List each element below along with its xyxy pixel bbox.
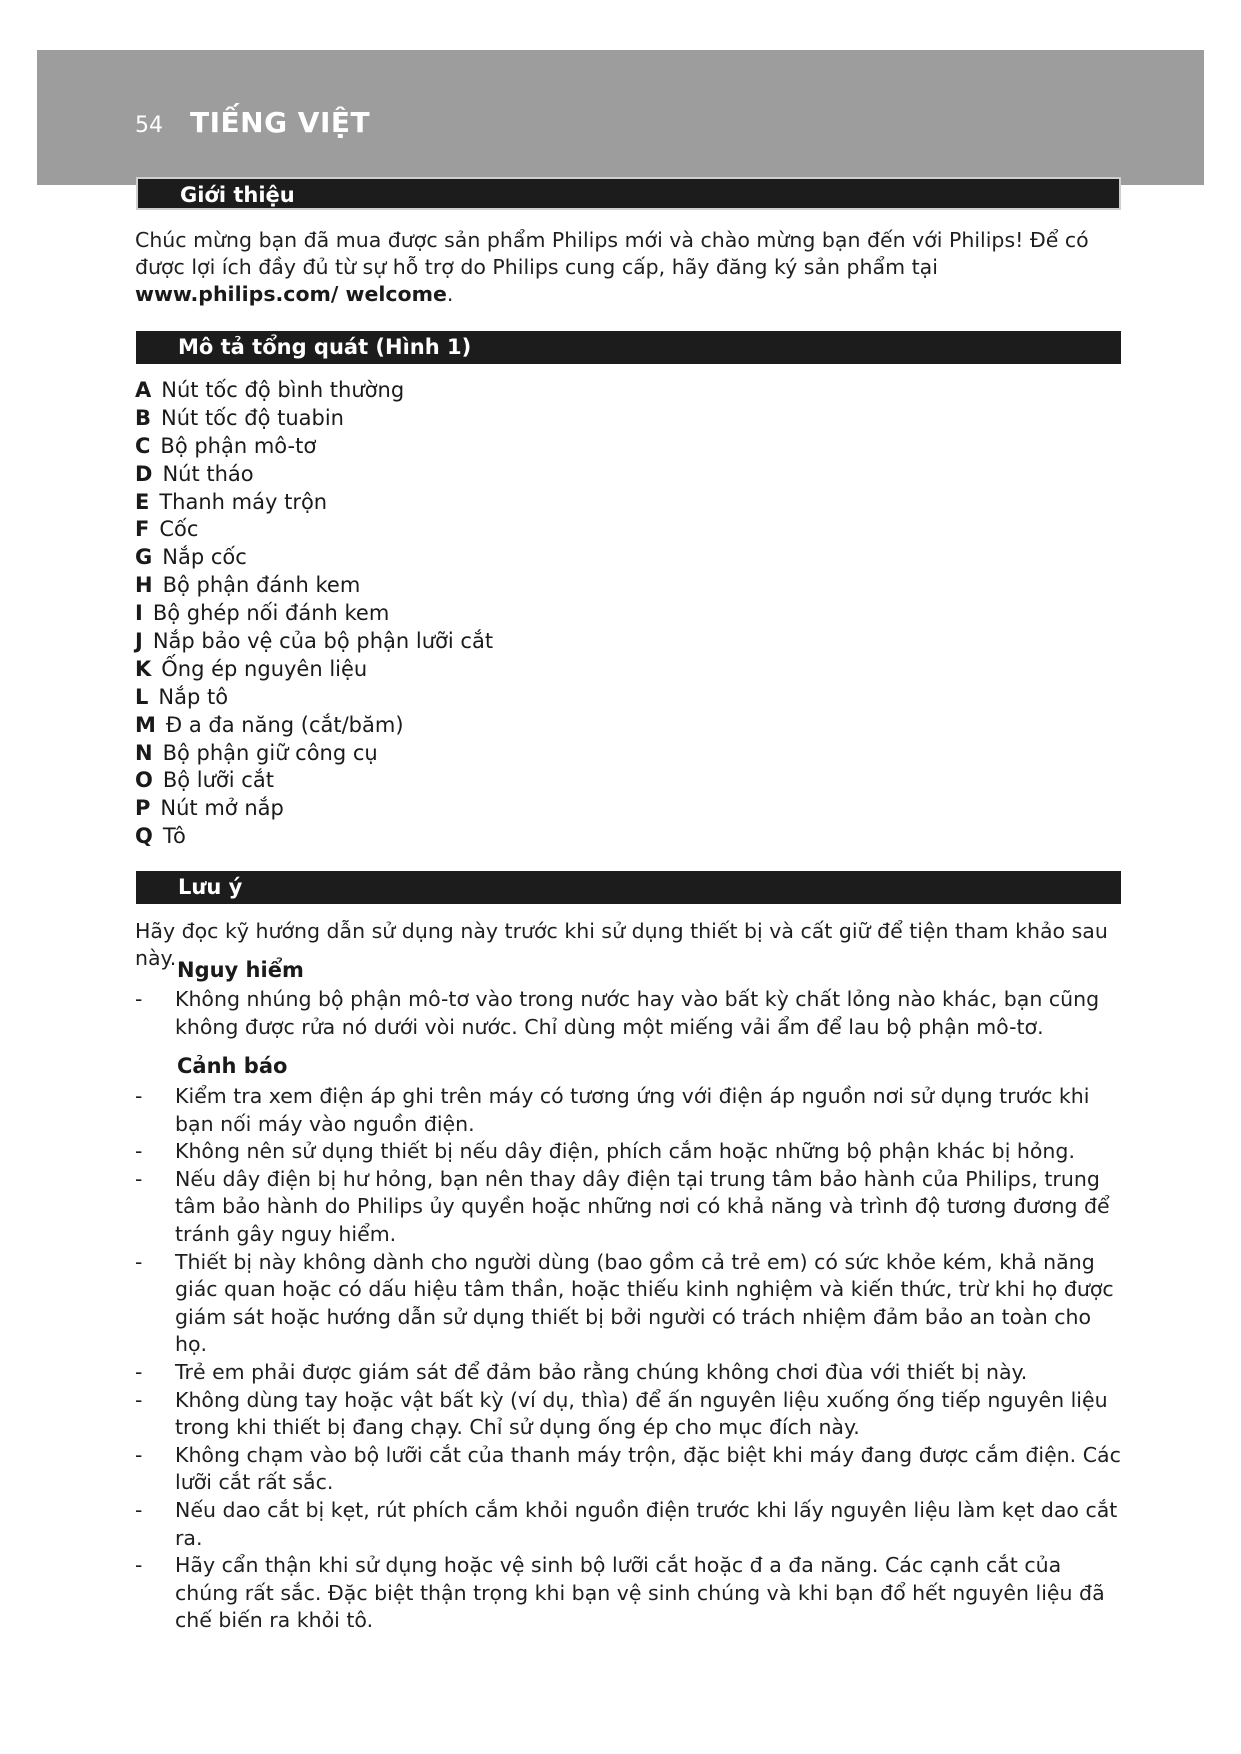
part-letter: M [135,712,156,737]
bullet-item [135,1442,1125,1497]
page-number: 54 [135,113,163,138]
part-item [135,600,493,628]
part-label: Thanh máy trộn [159,489,328,514]
part-item [135,795,493,823]
section-heading-important: Lưu ý [136,871,1121,904]
bullet-dash: - [135,1359,143,1384]
part-item [135,712,493,740]
part-item [135,433,493,461]
part-item [135,461,493,489]
part-label: Cốc [159,517,199,542]
bullet-text: Trẻ em phải được giám sát để đảm bảo rằng chúng không chơi đùa với thiết bị này. [175,1359,1028,1384]
intro-text-end: . [446,282,454,306]
bullet-text: Không dùng tay hoặc vật bất kỳ (ví dụ, thìa) để ấn nguyên liệu xuống ống tiếp nguyên liệu trong khi thiết bị đang chạy. Chỉ sử dụng ống ép cho mục đích này. [175,1387,1108,1440]
bullet-text: Nếu dao cắt bị kẹt, rút phích cắm khỏi nguồn điện trước khi lấy nguyên liệu làm kẹt dao cắt ra. [175,1497,1118,1550]
bullet-item [135,1387,1125,1442]
bullet-text: Hãy cẩn thận khi sử dụng hoặc vệ sinh bộ lưỡi cắt hoặc đ a đa năng. Các cạnh cắt của chúng rất sắc. Đặc biệt thận trọng khi bạn vệ sinh chúng và khi bạn đổ hết nguyên liệu đã chế biến ra khỏi tô. [175,1553,1105,1633]
bullet-item [135,1166,1125,1249]
part-label: Nút tốc độ bình thường [161,378,405,402]
bullet-item [135,1497,1125,1552]
bullet-dash: - [135,1139,143,1164]
part-item [135,544,493,572]
bullet-text: Không chạm vào bộ lưỡi cắt của thanh máy trộn, đặc biệt khi máy đang được cắm điện. Các lưỡi cắt rất sắc. [175,1442,1121,1495]
bullet-text: Nếu dây điện bị hư hỏng, bạn nên thay dây điện tại trung tâm bảo hành của Philips, trung tâm bảo hành do Philips ủy quyền hoặc những nơi có khả năng và trình độ tương đương để tránh gây nguy hiểm. [175,1166,1110,1246]
part-label: Bộ lưỡi cắt [162,768,274,793]
registration-url: www.philips.com/ welcome [135,282,447,306]
bullet-dash: - [135,1166,143,1191]
part-letter: B [135,405,152,430]
part-label: Đ a đa năng (cắt/băm) [165,712,404,737]
bullet-dash: - [135,1249,143,1274]
bullet-item [135,1138,1125,1166]
part-item [135,489,493,517]
part-letter: P [135,796,151,821]
part-letter: H [135,573,153,598]
parts-list [135,377,493,851]
part-item [135,516,493,544]
bullet-item [135,1359,1125,1387]
part-label: Bộ phận đánh kem [162,573,361,598]
part-label: Nút mở nắp [160,796,284,821]
part-letter: N [135,740,153,765]
part-item [135,740,493,768]
bullet-dash: - [135,1442,143,1467]
section-heading-general: Mô tả tổng quát (Hình 1) [136,331,1121,364]
warning-list [135,1083,1125,1635]
page-title: TIẾNG VIỆT [190,106,371,139]
intro-paragraph [135,227,1125,308]
part-letter: A [135,378,152,402]
part-label: Nút tháo [162,461,254,486]
bullet-item [135,1552,1125,1635]
part-item [135,767,493,795]
intro-text: Chúc mừng bạn đã mua được sản phẩm Philips mới và chào mừng bạn đến với Philips! Để có được lợi ích đầy đủ từ sự hỗ trợ do Philips cung cấp, hãy đăng ký sản phẩm tại [135,228,1089,279]
part-item [135,628,493,656]
danger-heading: Nguy hiểm [177,958,304,982]
part-label: Bộ ghép nối đánh kem [152,601,390,626]
part-item [135,405,493,433]
part-label: Nắp tô [158,684,229,709]
part-letter: Q [135,824,153,849]
section-heading-intro: Giới thiệu [136,177,1121,210]
bullet-dash: - [135,1084,143,1108]
bullet-dash: - [135,987,143,1011]
part-letter: G [135,545,153,570]
danger-list [135,986,1125,1041]
bullet-item [135,1083,1125,1138]
bullet-text: Thiết bị này không dành cho người dùng (bao gồm cả trẻ em) có sức khỏe kém, khả năng giác quan hoặc có dấu hiệu tâm thần, hoặc thiếu kinh nghiệm và kiến thức, trừ khi họ được giám sát hoặc hướng dẫn sử dụng thiết bị bởi người có trách nhiệm đảm bảo an toàn cho họ. [175,1249,1114,1357]
part-label: Nút tốc độ tuabin [161,405,344,430]
part-letter: D [135,461,153,486]
bullet-dash: - [135,1553,143,1578]
part-letter: L [135,684,149,709]
bullet-text: Không nên sử dụng thiết bị nếu dây điện, phích cắm hoặc những bộ phận khác bị hỏng. [175,1139,1075,1164]
bullet-item [135,986,1125,1041]
part-letter: E [135,489,150,514]
bullet-dash: - [135,1497,143,1522]
bullet-text: Không nhúng bộ phận mô-tơ vào trong nước hay vào bất kỳ chất lỏng nào khác, bạn cũng không được rửa nó dưới vòi nước. Chỉ dùng một miếng vải ẩm để lau bộ phận mô-tơ. [175,987,1100,1039]
bullet-dash: - [135,1387,143,1412]
part-letter: F [135,517,150,542]
part-label: Nắp cốc [162,545,247,570]
part-letter: K [135,656,152,681]
part-item [135,684,493,712]
part-letter: J [135,629,143,654]
bullet-text: Kiểm tra xem điện áp ghi trên máy có tương ứng với điện áp nguồn nơi sử dụng trước khi bạn nối máy vào nguồn điện. [175,1084,1090,1136]
part-label: Bộ phận giữ công cụ [162,740,378,765]
part-letter: C [135,433,151,458]
part-label: Tô [162,824,186,849]
warning-heading: Cảnh báo [177,1054,288,1078]
part-item [135,656,493,684]
part-label: Nắp bảo vệ của bộ phận lưỡi cắt [152,629,494,654]
part-item [135,823,493,851]
part-item [135,377,493,405]
bullet-item [135,1249,1125,1359]
part-label: Ống ép nguyên liệu [161,656,368,681]
part-letter: O [135,768,153,793]
important-intro: Hãy đọc kỹ hướng dẫn sử dụng này trước khi sử dụng thiết bị và cất giữ để tiện tham khảo sau này. [135,919,1108,970]
part-letter: I [135,601,143,626]
part-item [135,572,493,600]
part-label: Bộ phận mô-tơ [160,433,317,458]
